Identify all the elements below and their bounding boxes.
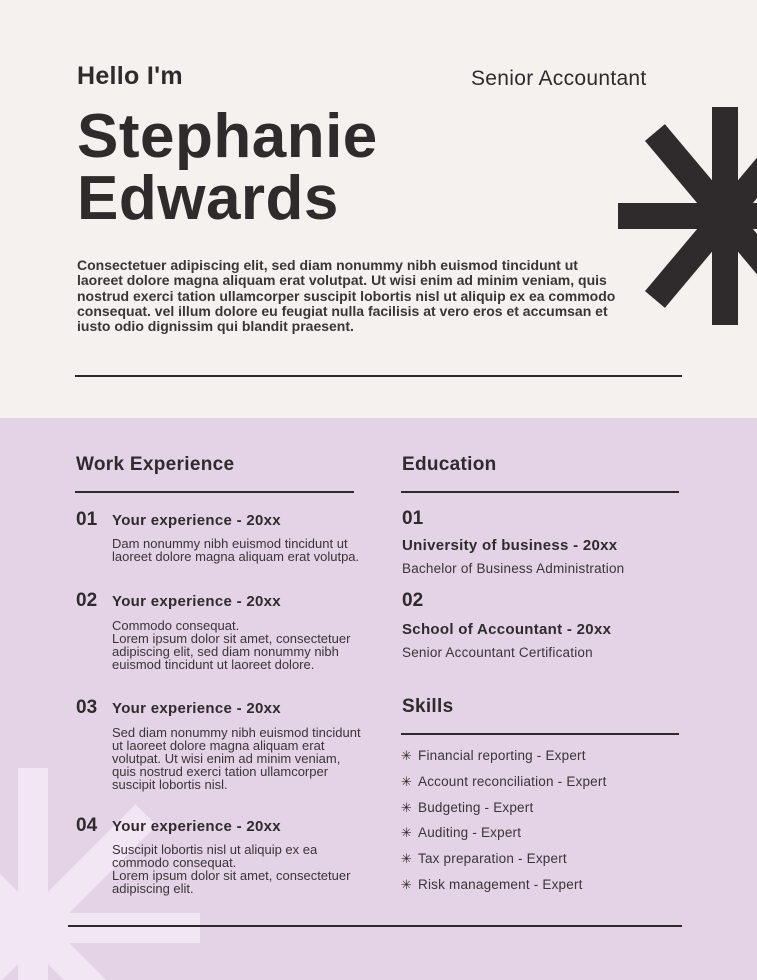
experience-description: Dam nonummy nibh euismod tincidunt ut laoreet dolore magna aliquam erat volutpa. [112,536,360,564]
last-name: Edwards [77,164,339,233]
skill-label: Risk management - Expert [418,876,583,892]
skill-item [401,800,607,826]
asterisk-bullet-icon: ✳ [401,799,413,815]
asterisk-icon [618,107,757,325]
experience-title: Your experience - 20xx [112,818,281,835]
greeting: Hello I'm [77,62,183,90]
experience-title: Your experience - 20xx [112,512,281,529]
skills-divider [401,733,679,735]
asterisk-bullet-icon: ✳ [401,825,413,841]
experience-description: Suscipit lobortis nisl ut aliquip ex ea commodo consequat. Lorem ipsum dolor sit amet, consectetuer adipiscing elit. [112,842,351,896]
job-title: Senior Accountant [471,67,647,90]
asterisk-bullet-icon: ✳ [401,773,413,789]
asterisk-bullet-icon: ✳ [401,748,413,763]
footer-divider [68,925,682,927]
education-number: 01 [402,508,424,529]
skill-label: Auditing - Expert [418,825,522,841]
education-number: 02 [402,590,424,611]
skill-item [401,748,607,774]
skill-label: Account reconciliation - Expert [418,773,607,789]
education-subtitle: Senior Accountant Certification [402,645,593,660]
education-subtitle: Bachelor of Business Administration [402,561,625,576]
asterisk-bullet-icon: ✳ [401,851,413,867]
header-divider [75,375,682,377]
skills-list [401,748,607,903]
education-divider [401,491,679,493]
experience-description: Commodo consequat. Lorem ipsum dolor sit amet, consectetuer adipiscing elit, sed diam nonummy nibh euismod tincidunt ut laoreet dolore. [112,618,351,672]
experience-number: 04 [76,815,98,836]
skill-label: Budgeting - Expert [418,799,534,815]
education-heading: Education [402,454,497,475]
experience-number: 03 [76,697,98,718]
intro-paragraph: Consectetuer adipiscing elit, sed diam nonummy nibh euismod tincidunt ut laoreet dolore magna aliquam erat volutpat. Ut wisi enim ad minim veniam, quis nostrud exerci tation ullamcorper suscipit lobortis nisl ut aliquip ex ea commodo consequat. vel illum dolore eu feugiat nulla facilisis at vero eros et accumsan et iusto odio dignissim qui blandit praesent. [77,257,616,335]
experience-description: Sed diam nonummy nibh euismod tincidunt ut laoreet dolore magna aliquam erat volutpat. Ut wisi enim ad minim veniam, quis nostrud exerci tation ullamcorper suscipit lobortis nisl. [112,725,361,792]
skill-item [401,825,607,851]
experience-title: Your experience - 20xx [112,700,281,717]
education-title: University of business - 20xx [402,537,618,554]
experience-number: 02 [76,590,98,611]
work-divider [75,491,354,493]
skill-item [401,877,607,903]
work-experience-heading: Work Experience [76,454,235,475]
skill-label: Tax preparation - Expert [418,851,567,867]
experience-title: Your experience - 20xx [112,593,281,610]
first-name: Stephanie [77,102,378,171]
skill-label: Financial reporting - Expert [418,748,586,763]
skill-item [401,851,607,877]
skill-item [401,774,607,800]
skills-heading: Skills [402,696,454,717]
asterisk-bullet-icon: ✳ [401,876,413,892]
experience-number: 01 [76,509,98,530]
full-name [77,102,378,233]
education-title: School of Accountant - 20xx [402,621,612,638]
